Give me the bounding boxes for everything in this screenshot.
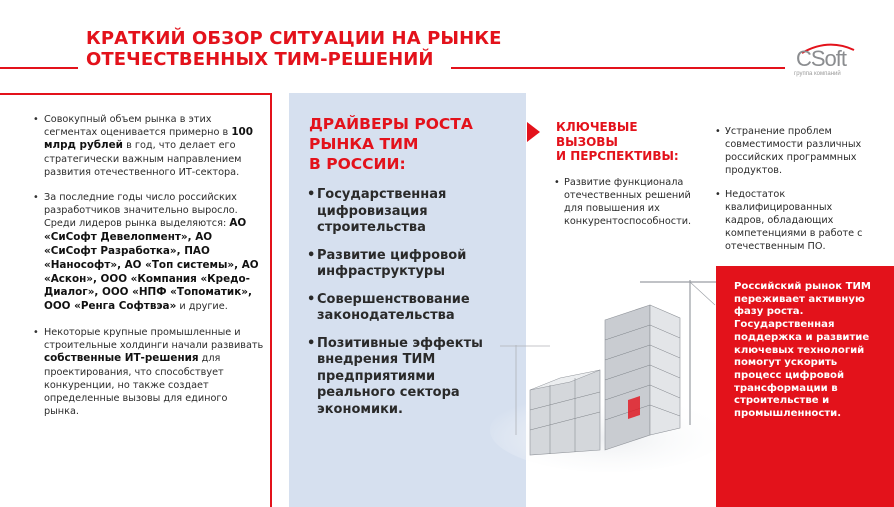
title-line: КЛЮЧЕВЫЕ	[556, 120, 638, 134]
list-item	[44, 113, 264, 179]
text: и другие.	[179, 301, 228, 313]
market-overview-list	[44, 113, 264, 430]
leaders-list: АО «СиСофт Девелопмент», АО «СиСофт Разработка», ПАО «Нанософт», АО «Топ системы», АО «Аскон», ООО «Компания «Кредо-Диалог», ООО «НПФ «Топоматик», ООО «Ренга Софтвэа»	[44, 217, 259, 313]
growth-drivers-list	[317, 187, 517, 429]
list-item: • Совершенствование законодательства	[317, 292, 517, 325]
list-item: • Устранение проблем совместимости различных российских программных продуктов.	[725, 125, 873, 177]
title-line: РЫНКА ТИМ	[309, 135, 419, 153]
building-illustration	[490, 250, 730, 480]
conclusion-text: Российский рынок ТИМ переживает активную фазу роста. Государственная поддержка и развитие ключевых технологий помогут ускорить процесс цифровой трансформации в строительстве и промышленности.	[734, 281, 871, 420]
conclusion-box	[716, 266, 894, 507]
text: Некоторые крупные промышленные и строительные холдинги начали развивать	[44, 327, 264, 352]
csoft-logo	[790, 40, 860, 80]
list-item: • Позитивные эффекты внедрения ТИМ предприятиями реального сектора экономики.	[317, 336, 517, 419]
title-line: В РОССИИ:	[309, 155, 406, 173]
page-title	[86, 28, 502, 70]
challenges-marker-icon	[527, 122, 540, 142]
logo-subtitle: группа компаний	[794, 71, 841, 77]
text: в год, что делает его стратегически важным направлением развития отечественного ИТ-сектора.	[44, 140, 242, 178]
title-line: ВЫЗОВЫ	[556, 134, 618, 149]
own-solutions-highlight: собственные ИТ-решения	[44, 352, 199, 365]
list-item	[44, 191, 264, 314]
title-line-2: ОТЕЧЕСТВЕННЫХ ТИМ-РЕШЕНИЙ	[86, 49, 434, 70]
title-underline-right	[451, 67, 785, 69]
text: За последние годы число российских разработчиков значительно выросло. Среди лидеров рынка выделяются:	[44, 192, 238, 230]
title-line: ДРАЙВЕРЫ РОСТА	[309, 115, 473, 133]
list-item: • Недостаток квалифицированных кадров, обладающих компетенциями в работе с отечественным ПО.	[725, 188, 873, 253]
challenges-list-col2	[725, 125, 873, 264]
challenges-list-col1	[564, 176, 704, 239]
logo-text: CSoft	[796, 46, 847, 71]
growth-drivers-title	[309, 114, 473, 174]
title-line: И ПЕРСПЕКТИВЫ:	[556, 149, 679, 163]
list-item: • Развитие функционала отечественных решений для повышения их конкурентоспособности.	[564, 176, 704, 228]
market-volume-highlight: 100 млрд рублей	[44, 126, 254, 152]
market-overview-column	[0, 93, 272, 507]
text: Совокупный объем рынка в этих сегментах оценивается примерно в	[44, 114, 229, 139]
challenges-title	[556, 120, 679, 164]
title-line-1: КРАТКИЙ ОБЗОР СИТУАЦИИ НА РЫНКЕ	[86, 28, 502, 49]
list-item	[44, 326, 264, 418]
list-item: • Государственная цифровизация строительства	[317, 187, 517, 237]
text: для проектирования, что способствует конкуренции, но также создает определенные вызовы для единого рынка.	[44, 353, 228, 418]
list-item: • Развитие цифровой инфраструктуры	[317, 248, 517, 281]
title-underline-left	[0, 67, 78, 69]
